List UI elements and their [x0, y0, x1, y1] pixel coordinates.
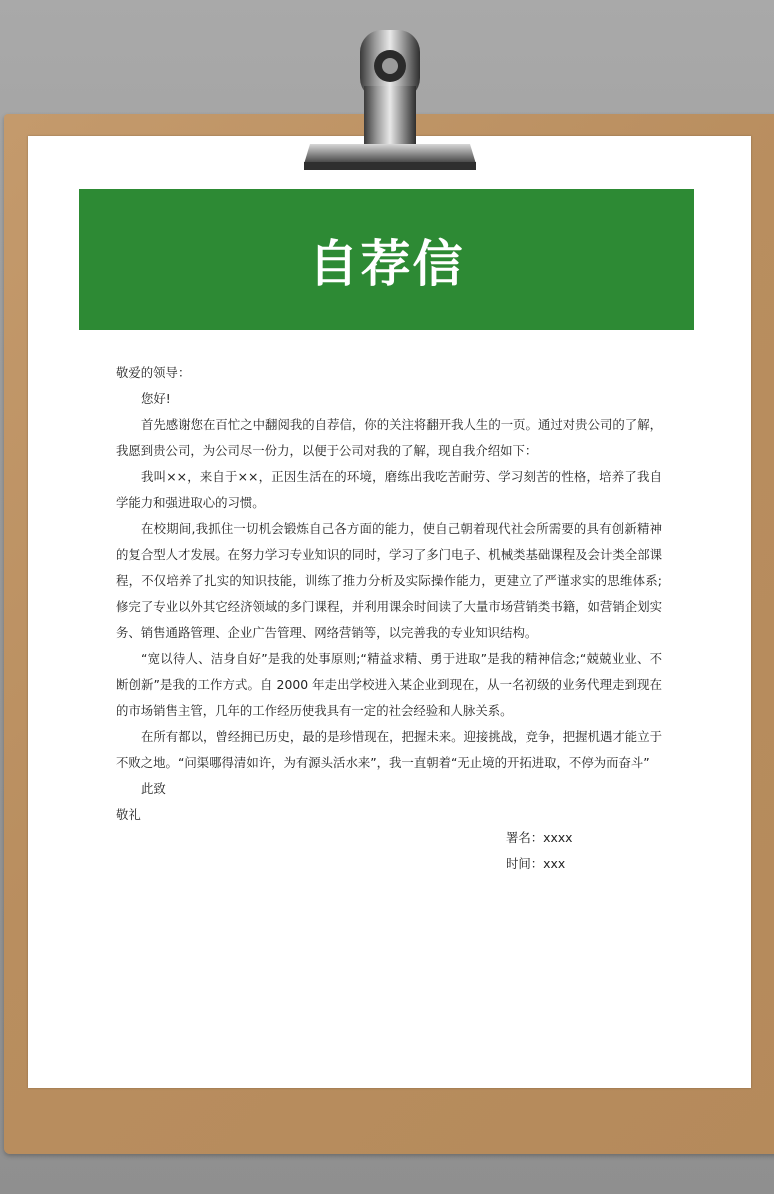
page-title: 自荐信 [308, 234, 465, 293]
signature-block [506, 825, 573, 877]
greeting: 您好! [141, 391, 171, 406]
closing-line: 敬礼 [116, 807, 141, 822]
letter-body [116, 360, 662, 828]
paragraph: “宽以待人、洁身自好”是我的处事原则;“精益求精、勇于进取”是我的精神信念;“兢兢业业、不断创新”是我的工作方式。自 2000 年走出学校进入某企业到现在，从一名初级的业务代理走到现在的市场销售主管，几年的工作经历使我具有一定的社会经验和人脉关系。 [116, 651, 662, 718]
paragraph: 在所有都以，曾经拥已历史，最的是珍惜现在，把握未来。迎接挑战，竞争，把握机遇才能立于不败之地。“问渠哪得清如许，为有源头活水来”，我一直朝着“无止境的开拓进取，不停为而奋斗” [116, 729, 662, 770]
title-banner [79, 189, 694, 330]
signature: 署名：xxxx [506, 830, 573, 845]
closing-line: 此致 [141, 781, 166, 796]
binder-clip-icon [300, 24, 480, 176]
paragraph: 在校期间,我抓住一切机会锻炼自己各方面的能力，使自己朝着现代社会所需要的具有创新精神的复合型人才发展。在努力学习专业知识的同时，学习了多门电子、机械类基础课程及会计类全部课程，不仅培养了扎实的知识技能，训练了推力分析及实际操作能力，更建立了严谨求实的思维体系;修完了专业以外其它经济领域的多门课程，并利用课余时间读了大量市场营销类书籍，如营销企划实务、销售通路管理、企业广告管理、网络营销等，以完善我的专业知识结构。 [116, 521, 662, 640]
paragraph: 我叫××，来自于××，正因生活在的环境，磨练出我吃苦耐劳、学习刻苦的性格，培养了我自学能力和强进取心的习惯。 [116, 469, 662, 510]
paragraph: 首先感谢您在百忙之中翻阅我的自荐信，你的关注将翻开我人生的一页。通过对贵公司的了解，我愿到贵公司，为公司尽一份力，以便于公司对我的了解，现自我介绍如下： [116, 417, 662, 458]
salutation: 敬爱的领导： [116, 365, 191, 380]
date: 时间：xxx [506, 856, 566, 871]
